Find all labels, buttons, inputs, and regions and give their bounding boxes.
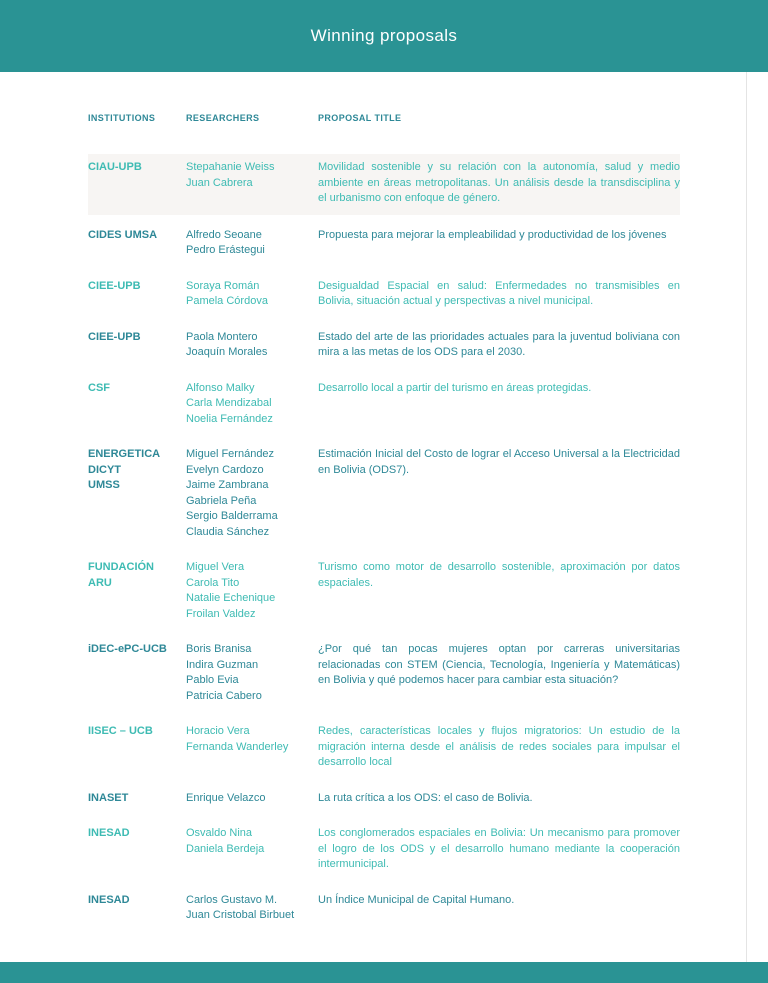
researchers-cell: Miguel Vera Carola Tito Natalie Echenique Froilan Valdez xyxy=(186,561,276,620)
table-row xyxy=(88,330,680,361)
researchers-cell: Alfredo Seoane Pedro Erástegui xyxy=(186,228,265,256)
table-row xyxy=(88,724,680,771)
institution-cell: INESAD xyxy=(88,893,130,906)
table-row xyxy=(88,279,680,310)
title-bar xyxy=(0,0,768,72)
column-header-proposal-title: PROPOSAL TITLE xyxy=(318,113,402,123)
institution-cell: FUNDACIÓN ARU xyxy=(88,561,154,589)
researchers-cell: Boris Branisa Indira Guzman Pablo Evia Patricia Cabero xyxy=(186,643,262,702)
researchers-cell: Carlos Gustavo M. Juan Cristobal Birbuet xyxy=(186,893,295,921)
table-row xyxy=(88,791,680,807)
proposal-title-cell: Redes, características locales y flujos migratorios: Un estudio de la migración interna desde el análisis de redes sociales para impulsar el desarrollo local xyxy=(318,725,680,768)
proposal-title-cell: Desigualdad Espacial en salud: Enfermedades no transmisibles en Bolivia, situación actual y perspectivas a nivel municipal. xyxy=(318,279,680,307)
institution-cell: CIDES UMSA xyxy=(88,228,158,241)
proposal-title-cell: Propuesta para mejorar la empleabilidad y productividad de los jóvenes xyxy=(318,228,667,241)
proposal-title-cell: Movilidad sostenible y su relación con la autonomía, salud y medio ambiente en áreas metropolitanas. Un análisis desde la transdisciplina y el urbanismo con enfoque de género. xyxy=(318,161,680,204)
proposal-title-cell: La ruta crítica a los ODS: el caso de Bolivia. xyxy=(318,791,533,804)
page-right-edge-line xyxy=(746,72,747,962)
institution-cell: CSF xyxy=(88,381,110,394)
table-row xyxy=(88,381,680,428)
institution-cell: ENERGETICA DICYT UMSS xyxy=(88,448,161,491)
researchers-cell: Enrique Velazco xyxy=(186,791,266,804)
institution-cell: INASET xyxy=(88,791,129,804)
proposal-title-cell: Estimación Inicial del Costo de lograr el Acceso Universal a la Electricidad en Bolivia (ODS7). xyxy=(318,448,680,476)
column-header-institutions: INSTITUTIONS xyxy=(88,113,156,123)
researchers-cell: Horacio Vera Fernanda Wanderley xyxy=(186,725,289,753)
table-row xyxy=(88,228,680,259)
proposal-title-cell: Turismo como motor de desarrollo sostenible, aproximación por datos espaciales. xyxy=(318,561,680,589)
proposal-title-cell: Los conglomerados espaciales en Bolivia: Un mecanismo para promover el logro de los ODS y el desarrollo humano mediante la cooperación intermunicipal. xyxy=(318,827,680,870)
table-row xyxy=(88,893,680,924)
institution-cell: iDEC-ePC-UCB xyxy=(88,643,167,655)
footer-bar xyxy=(0,962,768,983)
institution-cell: CIEE-UPB xyxy=(88,279,141,292)
table-row xyxy=(88,154,680,215)
table-header-row xyxy=(88,113,680,123)
table-row xyxy=(88,560,680,622)
researchers-cell: Alfonso Malky Carla Mendizabal Noelia Fernández xyxy=(186,381,273,425)
institution-cell: CIEE-UPB xyxy=(88,330,141,343)
table-body xyxy=(88,154,680,924)
proposal-title-cell: Un Índice Municipal de Capital Humano. xyxy=(318,893,515,906)
proposal-title-cell: Estado del arte de las prioridades actuales para la juventud boliviana con mira a las metas de los ODS para el 2030. xyxy=(318,330,680,358)
institution-cell: CIAU-UPB xyxy=(88,161,142,173)
researchers-cell: Stepahanie Weiss Juan Cabrera xyxy=(186,161,275,189)
proposal-title-cell: Desarrollo local a partir del turismo en áreas protegidas. xyxy=(318,381,592,394)
column-header-researchers: RESEARCHERS xyxy=(186,113,260,123)
institution-cell: IISEC – UCB xyxy=(88,725,153,737)
researchers-cell: Osvaldo Nina Daniela Berdeja xyxy=(186,827,265,855)
table-row xyxy=(88,447,680,540)
researchers-cell: Miguel Fernández Evelyn Cardozo Jaime Zambrana Gabriela Peña Sergio Balderrama Claudia Sánchez xyxy=(186,448,278,538)
researchers-cell: Paola Montero Joaquín Morales xyxy=(186,330,268,358)
table-row xyxy=(88,642,680,704)
proposal-title-cell: ¿Por qué tan pocas mujeres optan por carreras universitarias relacionadas con STEM (Ciencia, Tecnología, Ingeniería y Matemáticas) en Bolivia y qué podemos hacer para cambiar esta situación? xyxy=(318,643,680,686)
table-row xyxy=(88,826,680,873)
researchers-cell: Soraya Román Pamela Córdova xyxy=(186,279,268,307)
proposals-table xyxy=(0,72,680,924)
institution-cell: INESAD xyxy=(88,827,130,839)
page-title: Winning proposals xyxy=(310,26,458,45)
